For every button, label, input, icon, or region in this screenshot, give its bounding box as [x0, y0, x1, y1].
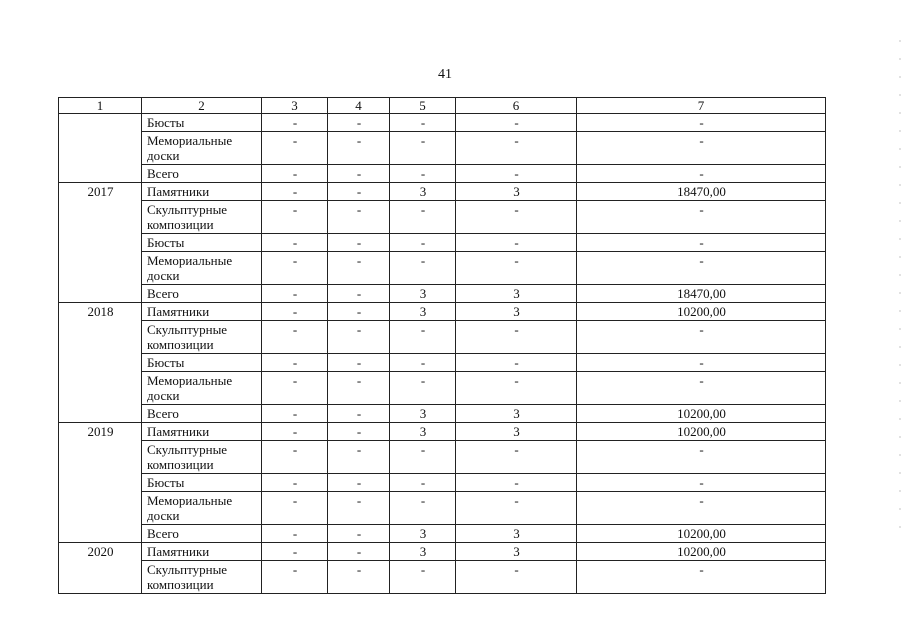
amount-cell: - — [577, 132, 826, 165]
table-row — [59, 285, 826, 303]
value-cell: - — [262, 492, 328, 525]
item-name-cell: Всего — [142, 525, 262, 543]
value-cell: - — [456, 354, 577, 372]
value-cell: - — [328, 201, 390, 234]
item-name-cell: Всего — [142, 285, 262, 303]
value-cell: - — [456, 492, 577, 525]
value-cell: - — [328, 183, 390, 201]
value-cell: 3 — [456, 285, 577, 303]
year-cell — [59, 252, 142, 285]
table-row — [59, 321, 826, 354]
table-row — [59, 525, 826, 543]
amount-cell: - — [577, 441, 826, 474]
value-cell: - — [262, 372, 328, 405]
scan-edge-marks — [899, 40, 901, 540]
value-cell: - — [390, 372, 456, 405]
item-name-cell: Памятники — [142, 183, 262, 201]
amount-cell: - — [577, 234, 826, 252]
table-body — [59, 98, 826, 594]
table-row — [59, 303, 826, 321]
value-cell: 3 — [456, 183, 577, 201]
value-cell: - — [262, 303, 328, 321]
value-cell: - — [262, 561, 328, 594]
amount-cell: - — [577, 354, 826, 372]
amount-cell: - — [577, 372, 826, 405]
value-cell: - — [328, 474, 390, 492]
value-cell: - — [328, 372, 390, 405]
value-cell: 3 — [390, 303, 456, 321]
amount-cell: - — [577, 474, 826, 492]
table-row — [59, 132, 826, 165]
amount-cell: 18470,00 — [577, 285, 826, 303]
value-cell: - — [262, 423, 328, 441]
value-cell: 3 — [390, 183, 456, 201]
table-row — [59, 561, 826, 594]
value-cell: 3 — [390, 525, 456, 543]
value-cell: - — [456, 474, 577, 492]
value-cell: - — [328, 303, 390, 321]
item-name-cell: Бюсты — [142, 354, 262, 372]
item-name-cell: Бюсты — [142, 234, 262, 252]
amount-cell: - — [577, 492, 826, 525]
value-cell: 3 — [456, 543, 577, 561]
table-row — [59, 234, 826, 252]
value-cell: - — [390, 132, 456, 165]
table-row — [59, 441, 826, 474]
amount-cell: - — [577, 561, 826, 594]
table-row — [59, 252, 826, 285]
value-cell: - — [456, 561, 577, 594]
year-cell — [59, 474, 142, 492]
value-cell: - — [390, 474, 456, 492]
value-cell: - — [390, 441, 456, 474]
item-name-cell: Всего — [142, 405, 262, 423]
year-cell — [59, 372, 142, 405]
item-name-cell: Скульптурные композиции — [142, 561, 262, 594]
year-cell — [59, 405, 142, 423]
value-cell: - — [390, 561, 456, 594]
year-cell — [59, 114, 142, 132]
value-cell: - — [262, 201, 328, 234]
value-cell: - — [328, 492, 390, 525]
column-header: 2 — [142, 98, 262, 114]
value-cell: - — [328, 114, 390, 132]
value-cell: - — [328, 543, 390, 561]
table-row — [59, 165, 826, 183]
item-name-cell: Мемориальные доски — [142, 252, 262, 285]
value-cell: - — [262, 321, 328, 354]
item-name-cell: Скульптурные композиции — [142, 321, 262, 354]
column-header: 4 — [328, 98, 390, 114]
item-name-cell: Мемориальные доски — [142, 372, 262, 405]
value-cell: - — [390, 201, 456, 234]
column-header: 6 — [456, 98, 577, 114]
year-cell — [59, 285, 142, 303]
year-cell: 2019 — [59, 423, 142, 441]
value-cell: - — [456, 165, 577, 183]
value-cell: - — [328, 561, 390, 594]
year-cell — [59, 165, 142, 183]
amount-cell: 10200,00 — [577, 525, 826, 543]
value-cell: - — [262, 543, 328, 561]
value-cell: - — [262, 354, 328, 372]
value-cell: - — [262, 474, 328, 492]
amount-cell: 10200,00 — [577, 543, 826, 561]
value-cell: - — [328, 423, 390, 441]
year-cell: 2020 — [59, 543, 142, 561]
amount-cell: - — [577, 252, 826, 285]
year-cell — [59, 354, 142, 372]
value-cell: - — [390, 354, 456, 372]
value-cell: - — [328, 525, 390, 543]
value-cell: - — [262, 441, 328, 474]
value-cell: - — [328, 132, 390, 165]
value-cell: - — [328, 252, 390, 285]
data-table — [58, 97, 826, 594]
value-cell: 3 — [456, 303, 577, 321]
item-name-cell: Скульптурные композиции — [142, 441, 262, 474]
value-cell: - — [456, 321, 577, 354]
value-cell: - — [456, 252, 577, 285]
value-cell: - — [456, 441, 577, 474]
value-cell: - — [328, 405, 390, 423]
item-name-cell: Всего — [142, 165, 262, 183]
value-cell: 3 — [390, 543, 456, 561]
table-row — [59, 201, 826, 234]
item-name-cell: Бюсты — [142, 474, 262, 492]
item-name-cell: Памятники — [142, 303, 262, 321]
amount-cell: 18470,00 — [577, 183, 826, 201]
column-header: 7 — [577, 98, 826, 114]
value-cell: 3 — [456, 423, 577, 441]
value-cell: 3 — [390, 405, 456, 423]
item-name-cell: Мемориальные доски — [142, 132, 262, 165]
table-row — [59, 183, 826, 201]
value-cell: - — [262, 183, 328, 201]
value-cell: - — [262, 252, 328, 285]
table-row — [59, 372, 826, 405]
value-cell: - — [328, 441, 390, 474]
amount-cell: - — [577, 201, 826, 234]
column-header: 3 — [262, 98, 328, 114]
table-row — [59, 474, 826, 492]
value-cell: - — [456, 234, 577, 252]
value-cell: - — [390, 165, 456, 183]
year-cell — [59, 132, 142, 165]
value-cell: 3 — [390, 285, 456, 303]
value-cell: - — [328, 354, 390, 372]
value-cell: - — [262, 114, 328, 132]
table-row — [59, 492, 826, 525]
item-name-cell: Мемориальные доски — [142, 492, 262, 525]
value-cell: 3 — [456, 405, 577, 423]
value-cell: - — [328, 285, 390, 303]
value-cell: - — [262, 132, 328, 165]
amount-cell: - — [577, 114, 826, 132]
year-cell: 2018 — [59, 303, 142, 321]
value-cell: - — [456, 201, 577, 234]
year-cell — [59, 321, 142, 354]
amount-cell: 10200,00 — [577, 303, 826, 321]
year-cell — [59, 561, 142, 594]
value-cell: - — [390, 234, 456, 252]
table-row — [59, 543, 826, 561]
item-name-cell: Бюсты — [142, 114, 262, 132]
year-cell — [59, 525, 142, 543]
value-cell: - — [262, 525, 328, 543]
value-cell: 3 — [456, 525, 577, 543]
value-cell: - — [390, 252, 456, 285]
value-cell: - — [262, 165, 328, 183]
value-cell: - — [390, 321, 456, 354]
column-header: 1 — [59, 98, 142, 114]
table-row — [59, 405, 826, 423]
page-number: 41 — [438, 67, 452, 82]
item-name-cell: Памятники — [142, 543, 262, 561]
value-cell: - — [328, 165, 390, 183]
value-cell: - — [262, 405, 328, 423]
amount-cell: - — [577, 321, 826, 354]
column-header: 5 — [390, 98, 456, 114]
value-cell: 3 — [390, 423, 456, 441]
item-name-cell: Памятники — [142, 423, 262, 441]
value-cell: - — [328, 321, 390, 354]
year-cell — [59, 492, 142, 525]
year-cell — [59, 441, 142, 474]
value-cell: - — [456, 132, 577, 165]
amount-cell: 10200,00 — [577, 405, 826, 423]
value-cell: - — [328, 234, 390, 252]
header-row — [59, 98, 826, 114]
amount-cell: - — [577, 165, 826, 183]
value-cell: - — [262, 285, 328, 303]
amount-cell: 10200,00 — [577, 423, 826, 441]
value-cell: - — [456, 114, 577, 132]
table-row — [59, 114, 826, 132]
value-cell: - — [262, 234, 328, 252]
value-cell: - — [390, 114, 456, 132]
year-cell — [59, 234, 142, 252]
year-cell: 2017 — [59, 183, 142, 201]
table-row — [59, 354, 826, 372]
value-cell: - — [390, 492, 456, 525]
table-row — [59, 423, 826, 441]
item-name-cell: Скульптурные композиции — [142, 201, 262, 234]
value-cell: - — [456, 372, 577, 405]
year-cell — [59, 201, 142, 234]
